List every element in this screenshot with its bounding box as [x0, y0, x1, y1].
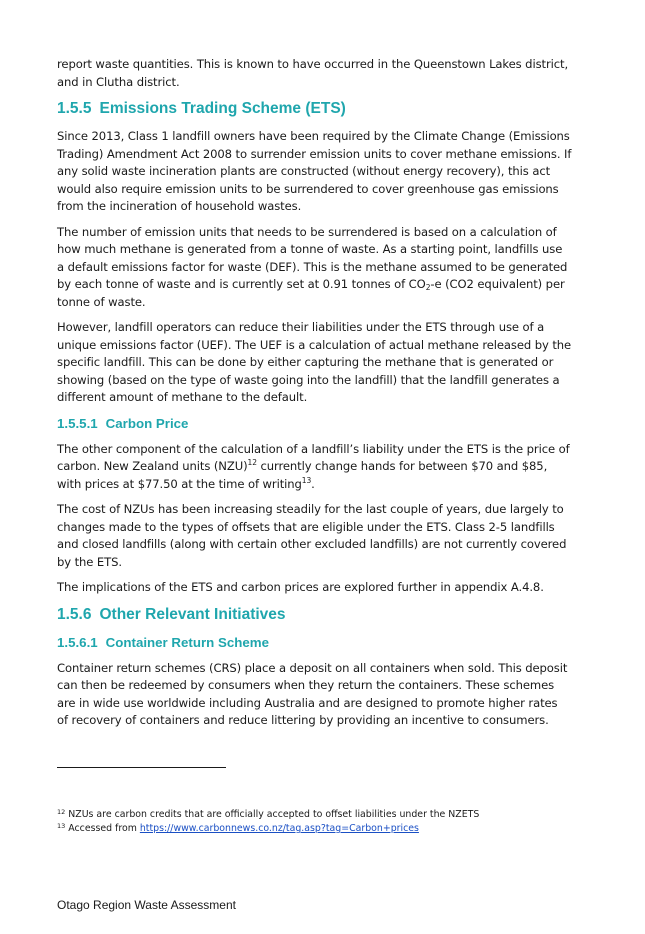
subscript: 2 — [425, 283, 431, 292]
section-number: 1.5.6.1 — [57, 634, 98, 650]
section-title: Emissions Trading Scheme (ETS) — [99, 100, 346, 117]
footnote-separator — [57, 767, 226, 768]
footnote-12: $^{12}$ NZUs are carbon credits that are officially accepted to offset liabilities under the NZETS — [57, 808, 480, 820]
carbon-price-paragraph-1: The other component of the calculation of a landfill’s liability under the ETS is the price of carbon. New Zealand units (NZU)$^{12}$ currently change hands for between $70 and $85, with prices at $77.50 at the time of writing$^{13}$. — [57, 441, 570, 491]
section-title: Other Relevant Initiatives — [99, 605, 286, 623]
ets-paragraph-1: Since 2013, Class 1 landfill owners have been required by the Climate Change (Emissions Trading) Amendment Act 2008 to surrender emission units to cover methane emissions. If any solid waste incineration plants are constructed (without energy recovery), this act would also require emission units to be surrendered to cover greenhouse gas emissions from the incineration of household wastes. — [57, 129, 572, 213]
section-heading-1-5-5 — [57, 99, 572, 119]
carbon-price-paragraph-2: The cost of NZUs has been increasing steadily for the last couple of years, due largely to changes made to the types of offsets that are eligible under the ETS. Class 2-5 landfills and closed landfills (along with certain other excluded landfills) are not currently covered by the ETS. — [57, 502, 567, 569]
carbonnews-link[interactable]: https://www.carbonnews.co.nz/tag.asp?tag=Carbon+prices — [139, 823, 419, 834]
crs-paragraph: Container return schemes (CRS) place a deposit on all containers when sold. This deposit can then be redeemed by consumers when they return the containers. These schemes are in wide use worldwide including Australia and are designed to promote higher rates of recovery of containers and reduce littering by providing an incentive to consumers. — [57, 660, 568, 727]
section-heading-1-5-5-1 — [57, 415, 572, 433]
section-title: Carbon Price — [105, 415, 189, 431]
ets-paragraph-3: However, landfill operators can reduce their liabilities under the ETS through use of a unique emissions factor (UEF). The UEF is a calculation of actual methane released by the specific landfill. This can be done by either capturing the methane that is generated or showing (based on the type of waste going into the landfill) that the landfill generates a different amount of methane to the default. — [57, 320, 572, 404]
section-heading-1-5-6-1 — [57, 634, 572, 652]
section-title: Container Return Scheme — [105, 634, 269, 650]
intro-paragraph: report waste quantities. This is known to have occurred in the Queenstown Lakes district, and in Clutha district. — [57, 57, 569, 89]
section-number: 1.5.5 — [57, 100, 92, 117]
footnote-13: $^{13}$ Accessed from https://www.carbonnews.co.nz/tag.asp?tag=Carbon+prices — [57, 822, 419, 834]
section-heading-1-5-6 — [57, 605, 572, 625]
footnote-ref-12[interactable]: 12 — [247, 458, 257, 467]
footnote-ref-13[interactable]: 13 — [301, 475, 312, 485]
footnotes — [57, 808, 597, 836]
ets-paragraph-2: The number of emission units that needs to be surrendered is based on a calculation of how much methane is generated from a tonne of waste. As a starting point, landfills use a default emissions factor for waste (DEF). This is the methane assumed to be generated by each tonne of waste and is currently set at 0.91 tonnes of $CO_2-e$ (CO2 equivalent) per tonne of waste. — [57, 224, 568, 309]
section-number: 1.5.5.1 — [57, 415, 98, 431]
page-body — [57, 56, 572, 738]
page-footer: Otago Region Waste Assessment — [57, 898, 236, 912]
section-number: 1.5.6 — [57, 605, 92, 623]
carbon-price-paragraph-3: The implications of the ETS and carbon prices are explored further in appendix A.4.8. — [57, 580, 544, 594]
